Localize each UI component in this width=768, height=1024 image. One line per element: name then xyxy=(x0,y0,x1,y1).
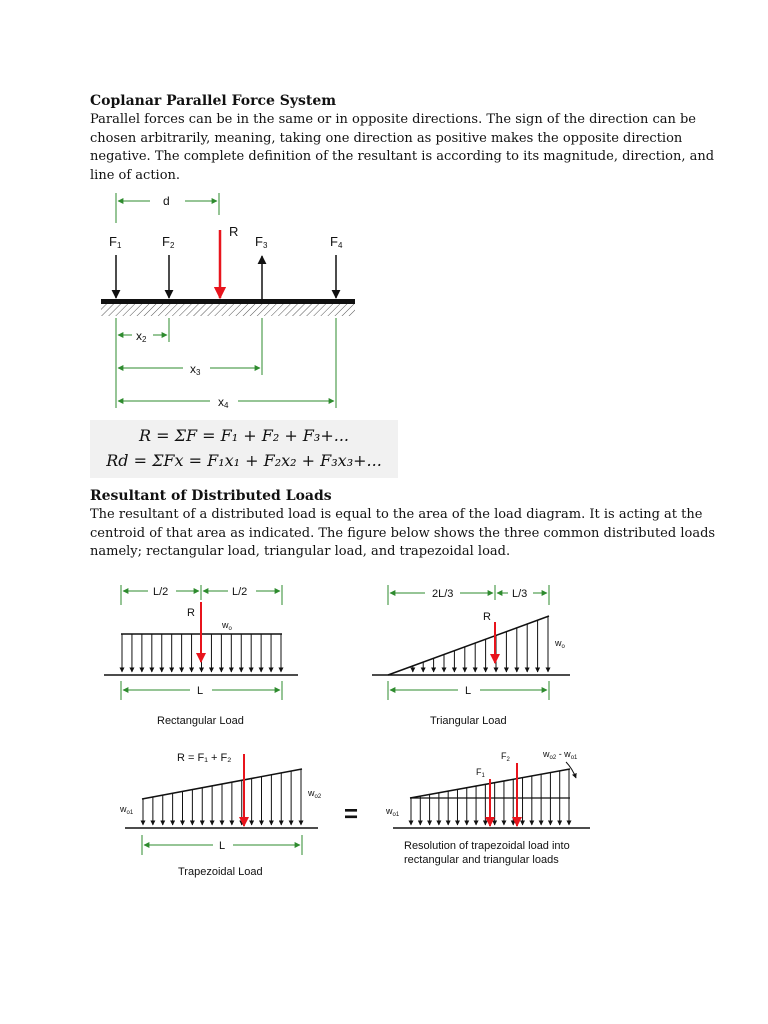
label-f1: F1 xyxy=(109,234,122,250)
equals-sign: = xyxy=(344,801,359,828)
label-l-half-right: L/2 xyxy=(232,586,248,598)
equation-resultant: R = ΣF = F₁ + F₂ + F₃+... xyxy=(139,426,349,445)
label-r-sum: R = F₁ + F₂ xyxy=(177,752,232,764)
section-heading-distributed-loads: Resultant of Distributed Loads xyxy=(90,488,332,504)
label-r: R xyxy=(187,607,195,619)
label-wo1: $w_{o1}$ xyxy=(386,806,400,818)
label-wo: $w_o$ xyxy=(222,620,232,632)
label-wo2: $w_{o2}$ xyxy=(308,788,322,800)
caption-triangular: Triangular Load xyxy=(430,715,507,727)
label-x4: x4 xyxy=(218,395,229,410)
paragraph-line: namely; rectangular load, triangular load, and trapezoidal load. xyxy=(90,544,511,559)
label-2l-3: 2L/3 xyxy=(432,588,454,600)
label-l-3: L/3 xyxy=(512,588,528,600)
triangular-load-diagram xyxy=(372,585,570,727)
paragraph-line: negative. The complete definition of the resultant is according to its magnitude, direction, and xyxy=(90,149,715,164)
paragraph-line: Parallel forces can be in the same or in opposite directions. The sign of the direction can be xyxy=(90,112,696,127)
paragraph-line: The resultant of a distributed load is equal to the area of the load diagram. It is acting at the xyxy=(90,507,703,522)
trapezoidal-load-diagram xyxy=(119,752,322,878)
load-arrows xyxy=(143,769,301,825)
load-arrows xyxy=(413,616,548,672)
label-x3: x3 xyxy=(190,362,201,377)
load-top-line xyxy=(388,616,549,675)
label-wo1: $w_{o1}$ xyxy=(120,804,134,816)
trapezoid-resolution-diagram xyxy=(385,749,590,866)
label-f1: $F_1$ xyxy=(476,767,485,779)
label-l-half-left: L/2 xyxy=(153,586,169,598)
label-f3: F3 xyxy=(255,234,268,250)
label-l: L xyxy=(219,840,226,852)
caption-resolution-line-2: rectangular and triangular loads xyxy=(404,854,559,866)
section-heading-parallel-forces: Coplanar Parallel Force System xyxy=(90,93,337,109)
label-wo: $w_o$ xyxy=(555,638,565,650)
caption-resolution-line-1: Resolution of trapezoidal load into xyxy=(404,840,570,852)
label-x2: x2 xyxy=(136,329,147,344)
equation-moment: Rd = ΣFx = F₁x₁ + F₂x₂ + F₃x₃+... xyxy=(106,451,382,470)
label-f4: F4 xyxy=(330,234,343,250)
paragraph-line: chosen arbitrarily, meaning, taking one direction as positive makes the opposite direction xyxy=(90,130,683,146)
paragraph-line: centroid of that area as indicated. The figure below shows the three common distributed loads xyxy=(90,525,716,541)
rectangular-load-diagram xyxy=(104,585,298,727)
label-r: R xyxy=(229,224,239,239)
paragraph-line: line of action. xyxy=(90,167,181,183)
label-f2: F2 xyxy=(162,234,175,250)
label-f2: $F_2$ xyxy=(501,751,510,763)
label-l: L xyxy=(465,685,472,697)
label-r: R xyxy=(483,611,491,623)
caption-trapezoidal: Trapezoidal Load xyxy=(178,866,263,878)
label-d: d xyxy=(163,194,170,208)
label-l: L xyxy=(197,685,204,697)
label-wo2-minus-wo1: $w_{o2} - w_{o1}$ xyxy=(543,749,578,761)
caption-rectangular: Rectangular Load xyxy=(157,715,244,727)
